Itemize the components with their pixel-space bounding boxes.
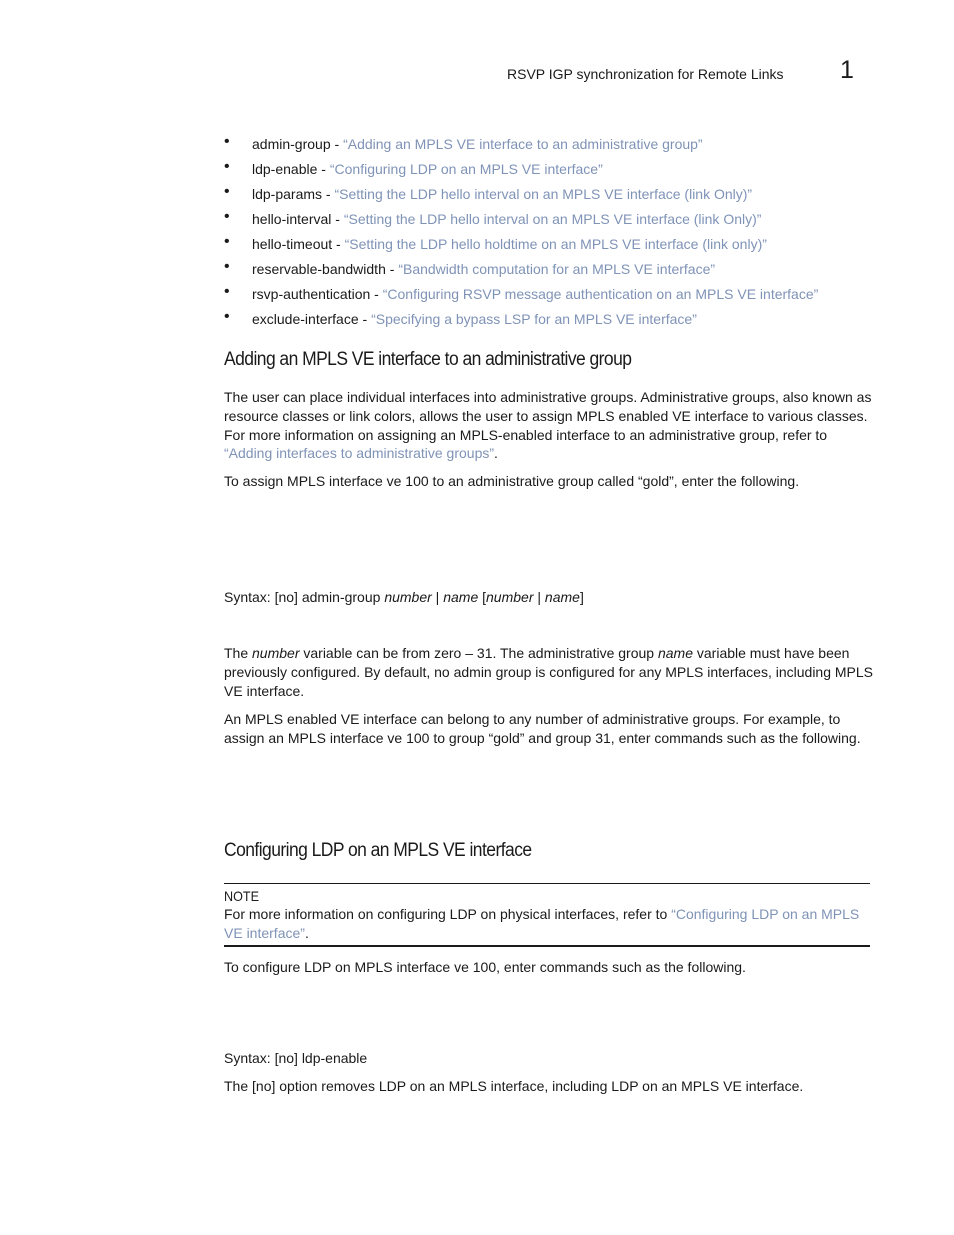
bullet-link[interactable]: “Configuring RSVP message authentication on an MPLS VE interface” bbox=[382, 286, 819, 302]
section-heading-configuring-ldp: Configuring LDP on an MPLS VE interface bbox=[224, 840, 532, 861]
bullet-icon: • bbox=[224, 208, 230, 225]
list-item: • hello-timeout - “Setting the LDP hello holdtime on an MPLS VE interface (link only)” bbox=[224, 233, 767, 252]
bullet-link[interactable]: “Setting the LDP hello interval on an MPLS VE interface (link Only)” bbox=[334, 186, 753, 202]
bullet-icon: • bbox=[224, 283, 230, 300]
admin-groups-link[interactable]: “Adding interfaces to administrative groups” bbox=[224, 445, 495, 462]
paragraph-configure-ldp: To configure LDP on MPLS interface ve 100, enter commands such as the following. bbox=[224, 959, 746, 975]
bullet-link[interactable]: “Specifying a bypass LSP for an MPLS VE interface” bbox=[371, 311, 697, 327]
list-item: • rsvp-authentication - “Configuring RSVP message authentication on an MPLS VE interface” bbox=[224, 283, 819, 302]
bullet-link[interactable]: “Bandwidth computation for an MPLS VE interface” bbox=[398, 261, 716, 277]
bullet-icon: • bbox=[224, 308, 230, 325]
section-heading-admin-group: Adding an MPLS VE interface to an administrative group bbox=[224, 349, 632, 370]
note-bottom-rule bbox=[224, 945, 870, 947]
paragraph-assign-gold: To assign MPLS interface ve 100 to an administrative group called “gold”, enter the following. bbox=[224, 473, 800, 489]
bullet-link[interactable]: “Setting the LDP hello holdtime on an MPLS VE interface (link only)” bbox=[344, 236, 767, 252]
list-item: • admin-group - “Adding an MPLS VE interface to an administrative group” bbox=[224, 133, 703, 152]
bullet-term: ldp-enable bbox=[252, 161, 318, 177]
syntax-admin-group: Syntax: [no] admin-group number | name [number | name] bbox=[224, 589, 584, 605]
bullet-term: admin-group bbox=[252, 136, 331, 152]
command-bullet-list bbox=[224, 135, 884, 335]
bullet-icon: • bbox=[224, 133, 230, 150]
bullet-link[interactable]: “Configuring LDP on an MPLS VE interface” bbox=[329, 161, 603, 177]
bullet-term: hello-timeout bbox=[252, 236, 333, 252]
bullet-icon: • bbox=[224, 183, 230, 200]
note-text: For more information on configuring LDP on physical interfaces, refer to “Configuring LDP on an MPLS VE interface”. bbox=[224, 906, 860, 941]
list-item: • ldp-enable - “Configuring LDP on an MPLS VE interface” bbox=[224, 158, 603, 177]
bullet-term: hello-interval bbox=[252, 211, 332, 227]
bullet-icon: • bbox=[224, 158, 230, 175]
list-item: • exclude-interface - “Specifying a bypass LSP for an MPLS VE interface” bbox=[224, 308, 697, 327]
note-label: NOTE bbox=[224, 888, 260, 904]
bullet-term: reservable-bandwidth bbox=[252, 261, 386, 277]
bullet-icon: • bbox=[224, 233, 230, 250]
bullet-term: ldp-params bbox=[252, 186, 323, 202]
syntax-ldp-enable: Syntax: [no] ldp-enable bbox=[224, 1050, 368, 1066]
bullet-term: exclude-interface bbox=[252, 311, 359, 327]
bullet-link[interactable]: “Setting the LDP hello interval on an MPLS VE interface (link Only)” bbox=[343, 211, 762, 227]
configuring-ldp-link[interactable]: “Configuring LDP on an MPLS VE interface” bbox=[224, 906, 860, 941]
chapter-number: 1 bbox=[840, 56, 854, 84]
bullet-link[interactable]: “Adding an MPLS VE interface to an administrative group” bbox=[343, 136, 703, 152]
note-top-rule bbox=[224, 883, 870, 884]
paragraph-admin-groups-intro: The user can place individual interfaces into administrative groups. Administrative groups, also known as resource classes or link colors, allows the user to assign MPLS enabled VE interface to various classes. For more information on assigning an MPLS-enabled interface to an administrative group, refer to “Adding interfaces to administrative groups”. bbox=[224, 389, 872, 462]
paragraph-no-option: The [no] option removes LDP on an MPLS interface, including LDP on an MPLS VE interface. bbox=[224, 1078, 804, 1094]
list-item: • reservable-bandwidth - “Bandwidth computation for an MPLS VE interface” bbox=[224, 258, 716, 277]
list-item: • ldp-params - “Setting the LDP hello interval on an MPLS VE interface (link Only)” bbox=[224, 183, 753, 202]
paragraph-number-variable: The number variable can be from zero – 31. The administrative group name variable must have been previously configured. By default, no admin group is configured for any MPLS interfaces, including MPLS VE interface. bbox=[224, 645, 874, 699]
running-header-title: RSVP IGP synchronization for Remote Links bbox=[507, 66, 784, 82]
list-item: • hello-interval - “Setting the LDP hello interval on an MPLS VE interface (link Only)” bbox=[224, 208, 762, 227]
paragraph-multiple-groups: An MPLS enabled VE interface can belong to any number of administrative groups. For example, to assign an MPLS interface ve 100 to group “gold” and group 31, enter commands such as the following. bbox=[224, 711, 861, 746]
bullet-term: rsvp-authentication bbox=[252, 286, 371, 302]
bullet-icon: • bbox=[224, 258, 230, 275]
